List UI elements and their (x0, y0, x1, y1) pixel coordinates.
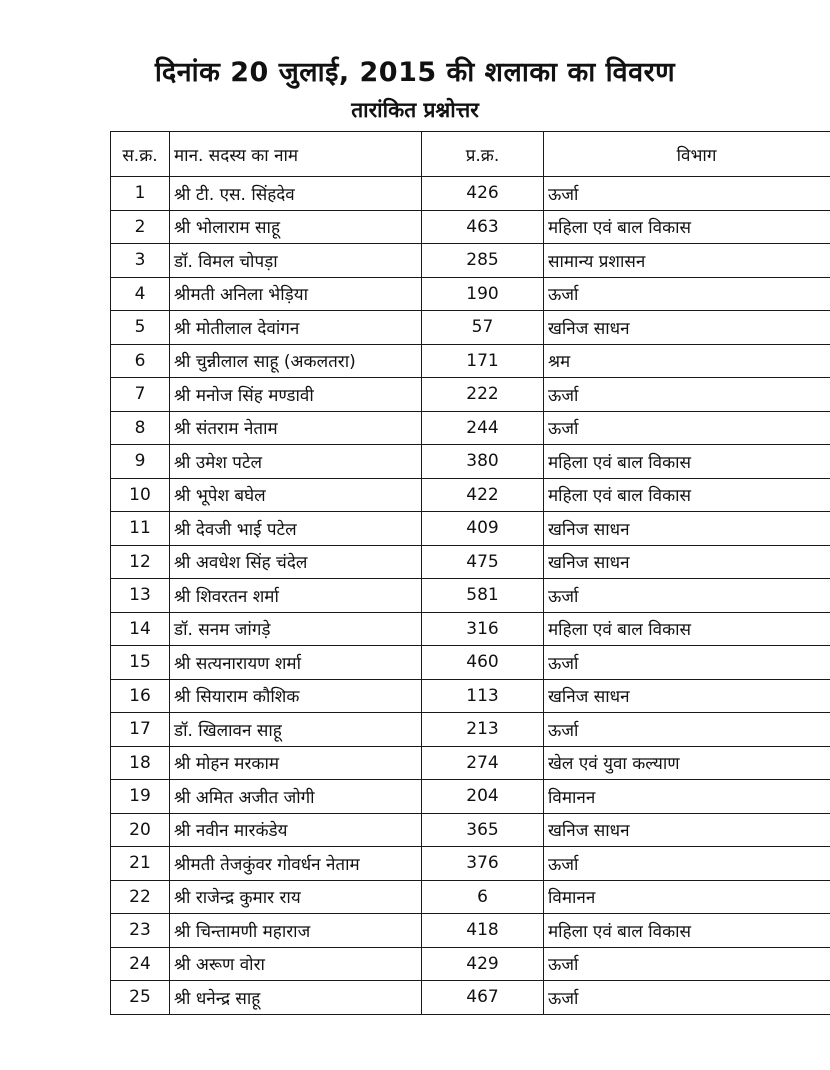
cell-serial: 21 (111, 847, 170, 881)
cell-question-no: 475 (422, 545, 544, 579)
cell-member-name: श्री धनेन्द्र साहू (170, 981, 422, 1015)
cell-department: ऊर्जा (544, 411, 830, 445)
cell-question-no: 171 (422, 344, 544, 378)
cell-member-name: श्री मोहन मरकाम (170, 746, 422, 780)
shalaka-table (110, 131, 830, 1015)
header-serial: स.क्र. (111, 132, 170, 177)
cell-department: खनिज साधन (544, 311, 830, 345)
header-member-name: मान. सदस्य का नाम (170, 132, 422, 177)
table-row (111, 646, 830, 680)
document-title: दिनांक 20 जुलाई, 2015 की शलाका का विवरण (154, 57, 676, 88)
header-department: विभाग (544, 132, 830, 177)
table-row (111, 244, 830, 278)
cell-question-no: 204 (422, 780, 544, 814)
cell-question-no: 581 (422, 579, 544, 613)
cell-question-no: 380 (422, 445, 544, 479)
cell-department: ऊर्जा (544, 378, 830, 412)
cell-serial: 20 (111, 813, 170, 847)
cell-member-name: श्री उमेश पटेल (170, 445, 422, 479)
cell-member-name: श्री अवधेश सिंह चंदेल (170, 545, 422, 579)
header-question-no: प्र.क्र. (422, 132, 544, 177)
cell-question-no: 422 (422, 478, 544, 512)
cell-member-name: डॉ. विमल चोपड़ा (170, 244, 422, 278)
table-row (111, 177, 830, 211)
table-row (111, 679, 830, 713)
cell-question-no: 274 (422, 746, 544, 780)
cell-question-no: 418 (422, 914, 544, 948)
table-row (111, 880, 830, 914)
cell-question-no: 285 (422, 244, 544, 278)
cell-member-name: श्री चिन्तामणी महाराज (170, 914, 422, 948)
cell-question-no: 190 (422, 277, 544, 311)
table-row (111, 847, 830, 881)
cell-serial: 4 (111, 277, 170, 311)
cell-member-name: श्री मोतीलाल देवांगन (170, 311, 422, 345)
cell-serial: 6 (111, 344, 170, 378)
cell-member-name: श्री शिवरतन शर्मा (170, 579, 422, 613)
cell-question-no: 244 (422, 411, 544, 445)
cell-serial: 23 (111, 914, 170, 948)
table-row (111, 612, 830, 646)
cell-member-name: श्री टी. एस. सिंहदेव (170, 177, 422, 211)
cell-question-no: 6 (422, 880, 544, 914)
cell-serial: 24 (111, 947, 170, 981)
cell-department: विमानन (544, 780, 830, 814)
cell-member-name: श्री संतराम नेताम (170, 411, 422, 445)
cell-question-no: 113 (422, 679, 544, 713)
table-row (111, 780, 830, 814)
table-row (111, 311, 830, 345)
cell-member-name: श्री सत्यनारायण शर्मा (170, 646, 422, 680)
table-row (111, 378, 830, 412)
table-row (111, 713, 830, 747)
cell-serial: 14 (111, 612, 170, 646)
cell-question-no: 365 (422, 813, 544, 847)
cell-department: महिला एवं बाल विकास (544, 210, 830, 244)
cell-serial: 8 (111, 411, 170, 445)
cell-department: महिला एवं बाल विकास (544, 612, 830, 646)
cell-serial: 11 (111, 512, 170, 546)
cell-member-name: श्री अमित अजीत जोगी (170, 780, 422, 814)
cell-member-name: श्री देवजी भाई पटेल (170, 512, 422, 546)
table-row (111, 579, 830, 613)
table-row (111, 478, 830, 512)
cell-member-name: डॉ. सनम जांगड़े (170, 612, 422, 646)
cell-department: महिला एवं बाल विकास (544, 914, 830, 948)
cell-question-no: 460 (422, 646, 544, 680)
cell-department: विमानन (544, 880, 830, 914)
document-subtitle: तारांकित प्रश्नोत्तर (351, 98, 479, 122)
cell-member-name: श्री भूपेश बघेल (170, 478, 422, 512)
cell-department: श्रम (544, 344, 830, 378)
cell-member-name: श्री राजेन्द्र कुमार राय (170, 880, 422, 914)
cell-serial: 13 (111, 579, 170, 613)
cell-member-name: श्रीमती अनिला भेड़िया (170, 277, 422, 311)
cell-serial: 22 (111, 880, 170, 914)
cell-question-no: 467 (422, 981, 544, 1015)
cell-serial: 17 (111, 713, 170, 747)
table-row (111, 445, 830, 479)
cell-question-no: 316 (422, 612, 544, 646)
cell-question-no: 222 (422, 378, 544, 412)
cell-question-no: 376 (422, 847, 544, 881)
cell-department: खेल एवं युवा कल्याण (544, 746, 830, 780)
cell-serial: 2 (111, 210, 170, 244)
table-body (111, 177, 830, 1015)
cell-department: ऊर्जा (544, 579, 830, 613)
cell-serial: 18 (111, 746, 170, 780)
cell-serial: 16 (111, 679, 170, 713)
table-row (111, 411, 830, 445)
table-row (111, 746, 830, 780)
cell-department: खनिज साधन (544, 545, 830, 579)
cell-serial: 19 (111, 780, 170, 814)
table-row (111, 813, 830, 847)
cell-question-no: 57 (422, 311, 544, 345)
cell-serial: 1 (111, 177, 170, 211)
cell-question-no: 409 (422, 512, 544, 546)
cell-member-name: श्री चुन्नीलाल साहू (अकलतरा) (170, 344, 422, 378)
cell-serial: 5 (111, 311, 170, 345)
cell-department: ऊर्जा (544, 947, 830, 981)
table-row (111, 277, 830, 311)
table-row (111, 545, 830, 579)
cell-member-name: डॉ. खिलावन साहू (170, 713, 422, 747)
cell-department: ऊर्जा (544, 277, 830, 311)
cell-serial: 7 (111, 378, 170, 412)
cell-department: महिला एवं बाल विकास (544, 478, 830, 512)
cell-question-no: 426 (422, 177, 544, 211)
cell-department: खनिज साधन (544, 813, 830, 847)
cell-serial: 25 (111, 981, 170, 1015)
table-row (111, 914, 830, 948)
table-row (111, 512, 830, 546)
cell-serial: 15 (111, 646, 170, 680)
cell-member-name: श्री नवीन मारकंडेय (170, 813, 422, 847)
cell-member-name: श्री भोलाराम साहू (170, 210, 422, 244)
cell-department: ऊर्जा (544, 713, 830, 747)
table-row (111, 981, 830, 1015)
table-row (111, 344, 830, 378)
cell-question-no: 463 (422, 210, 544, 244)
cell-department: ऊर्जा (544, 847, 830, 881)
cell-serial: 3 (111, 244, 170, 278)
table-header-row (111, 132, 830, 177)
cell-department: ऊर्जा (544, 646, 830, 680)
cell-department: ऊर्जा (544, 981, 830, 1015)
cell-member-name: श्री मनोज सिंह मण्डावी (170, 378, 422, 412)
cell-serial: 10 (111, 478, 170, 512)
cell-member-name: श्रीमती तेजकुंवर गोवर्धन नेताम (170, 847, 422, 881)
cell-department: खनिज साधन (544, 512, 830, 546)
cell-serial: 9 (111, 445, 170, 479)
table-row (111, 210, 830, 244)
cell-department: खनिज साधन (544, 679, 830, 713)
table-row (111, 947, 830, 981)
cell-department: ऊर्जा (544, 177, 830, 211)
cell-serial: 12 (111, 545, 170, 579)
cell-member-name: श्री सियाराम कौशिक (170, 679, 422, 713)
cell-member-name: श्री अरूण वोरा (170, 947, 422, 981)
cell-question-no: 429 (422, 947, 544, 981)
cell-department: महिला एवं बाल विकास (544, 445, 830, 479)
cell-question-no: 213 (422, 713, 544, 747)
cell-department: सामान्य प्रशासन (544, 244, 830, 278)
